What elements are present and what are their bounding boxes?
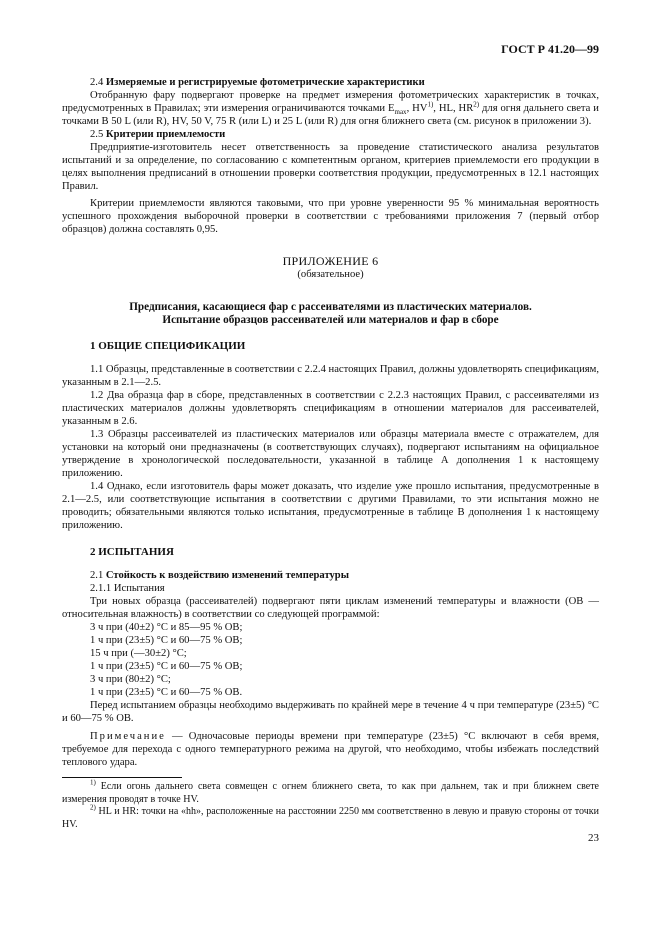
program-item: 1 ч при (23±5) °С и 60—75 % ОВ; [90, 635, 243, 646]
section-2-1-heading [62, 569, 599, 582]
footnote [62, 803, 599, 831]
note-label: Примечание [90, 731, 166, 742]
text: , HV [406, 103, 428, 114]
page-number: 23 [588, 832, 599, 844]
paragraph: Предприятие-изготовитель несет ответственность за проведение статистического анализа результатов испытаний и за определение, по согласованию с компетентным органом, критериев приемлемости его продукции в целях выполнения предписаний в отношении проверки соответствия продукции, предусмотренных в 12.1 настоящих Правил. [62, 142, 599, 192]
subsection-2-1-1: 2.1.1 Испытания [90, 583, 165, 594]
annex-title: ПРИЛОЖЕНИЕ 6 [282, 254, 379, 268]
footnote [62, 778, 599, 806]
note [62, 730, 599, 769]
section-2-5-heading [62, 128, 599, 141]
footnote-text: Если огонь дальнего света совмещен с огнем ближнего света, то как при дальнем, так и при ближнем свете измерения проводят в точке HV. [62, 781, 599, 805]
program-item: 1 ч при (23±5) °С и 60—75 % ОВ; [90, 661, 243, 672]
paragraph-1-1: 1.1 Образцы, представленные в соответствии с 2.2.4 настоящих Правил, должны удовлетворять спецификациям, указанным в 2.1—2.5. [62, 364, 599, 388]
program-item: 15 ч при (—30±2) °С; [90, 648, 187, 659]
program-item: 3 ч при (80±2) °С; [90, 674, 171, 685]
paragraph-1-2: 1.2 Два образца фар в сборе, представленных в соответствии с 2.2.3 настоящих Правил, с рассеивателями из пластических материалов должны удовлетворять спецификациям в отношении материалов для рассеивателей, указанным в 2.6. [62, 390, 599, 427]
text: , HL, HR [433, 103, 474, 114]
paragraph-1-4: 1.4 Однако, если изготовитель фары может доказать, что изделие уже прошло испытания, предусмотренные в 2.1—2.5, или соответствующие испытания в соответствии с другими Правилами, то эти испытания можно не проводить; обязательными являются только испытания, предусмотренные в таблице В дополнения 1 к настоящему приложению. [62, 481, 599, 531]
annex-subtitle: (обязательное) [297, 269, 364, 280]
footnote-divider [62, 777, 182, 778]
paragraph: Критерии приемлемости являются таковыми, что при уровне уверенности 95 % минимальная вероятность успешного прохождения выборочной проверки в соответствии с требованиями приложения 7 (первый отбор образцов) должна составлять 0,95. [62, 198, 599, 235]
paragraph: Перед испытанием образцы необходимо выдерживать по крайней мере в течение 4 ч при температуре (23±5) °С и 60—75 % ОВ. [62, 700, 599, 724]
text: для огня дальнего света и точками B 50 L (или R), HV, 50 V, 75 R (или L) и 25 L (или R) для огня ближнего света (см. рисунок в приложении 3). [62, 103, 599, 127]
paragraph-1-3: 1.3 Образцы рассеивателей из пластических материалов или образцы материала вместе с отражателем, для установки на который они предназначены (в соответствующих случаях), подвергают испытаниям на официальное утверждение в хронологической последовательности, указанной в таблице А дополнения 1 к настоящему приложению. [62, 429, 599, 479]
section-title: Измеряемые и регистрируемые фотометрические характеристики [105, 77, 425, 88]
page-content [62, 76, 599, 831]
section-number: 2.5 [90, 129, 104, 140]
footnote-ref: 2) [473, 100, 480, 109]
footnote-ref: 1) [427, 100, 434, 109]
section-title: Стойкость к воздействию изменений температуры [105, 570, 349, 581]
footnote-text: HL и HR: точки на «hh», расположенные на расстоянии 2250 мм соответственно в левую и правую стороны от точки HV. [62, 806, 599, 830]
section-title: Критерии приемлемости [105, 129, 226, 140]
program-item: 3 ч при (40±2) °С и 85—95 % ОВ; [90, 622, 243, 633]
program-item: 1 ч при (23±5) °С и 60—75 % ОВ. [90, 687, 243, 698]
text: Отобранную фару подвергают проверке на предмет измерения фотометрических характеристик в точках, предусмотренных в Правилах; эти измерения ограничиваются точками E [62, 90, 599, 114]
footnote-mark: 2) [90, 803, 96, 812]
annex-heading-line-2: Испытание образцов рассеивателей или материалов и фар в сборе [162, 314, 499, 326]
paragraph-2-4 [62, 89, 599, 128]
footnote-mark: 1) [90, 778, 96, 787]
paragraph: Три новых образца (рассеивателей) подвергают пяти циклам изменений температуры и влажности (ОВ — относительная влажность) в соответствии со следующей программой: [62, 596, 599, 620]
section-1-heading: 1 ОБЩИЕ СПЕЦИФИКАЦИИ [90, 340, 246, 352]
subscript: max [394, 108, 407, 117]
annex-heading-line-1: Предписания, касающиеся фар с рассеивателями из пластических материалов. [129, 301, 532, 313]
document-header: ГОСТ Р 41.20—99 [501, 42, 599, 56]
section-number: 2.4 [90, 77, 104, 88]
note-text: — Одночасовые периоды времени при температуре (23±5) °С включают в себя время, требуемое для перехода с одного температурного режима на другой, что необходимо, чтобы избежать последствий теплового удара. [62, 731, 599, 768]
section-2-4-heading [62, 76, 599, 89]
section-number: 2.1 [90, 570, 104, 581]
section-2-heading: 2 ИСПЫТАНИЯ [90, 546, 174, 558]
